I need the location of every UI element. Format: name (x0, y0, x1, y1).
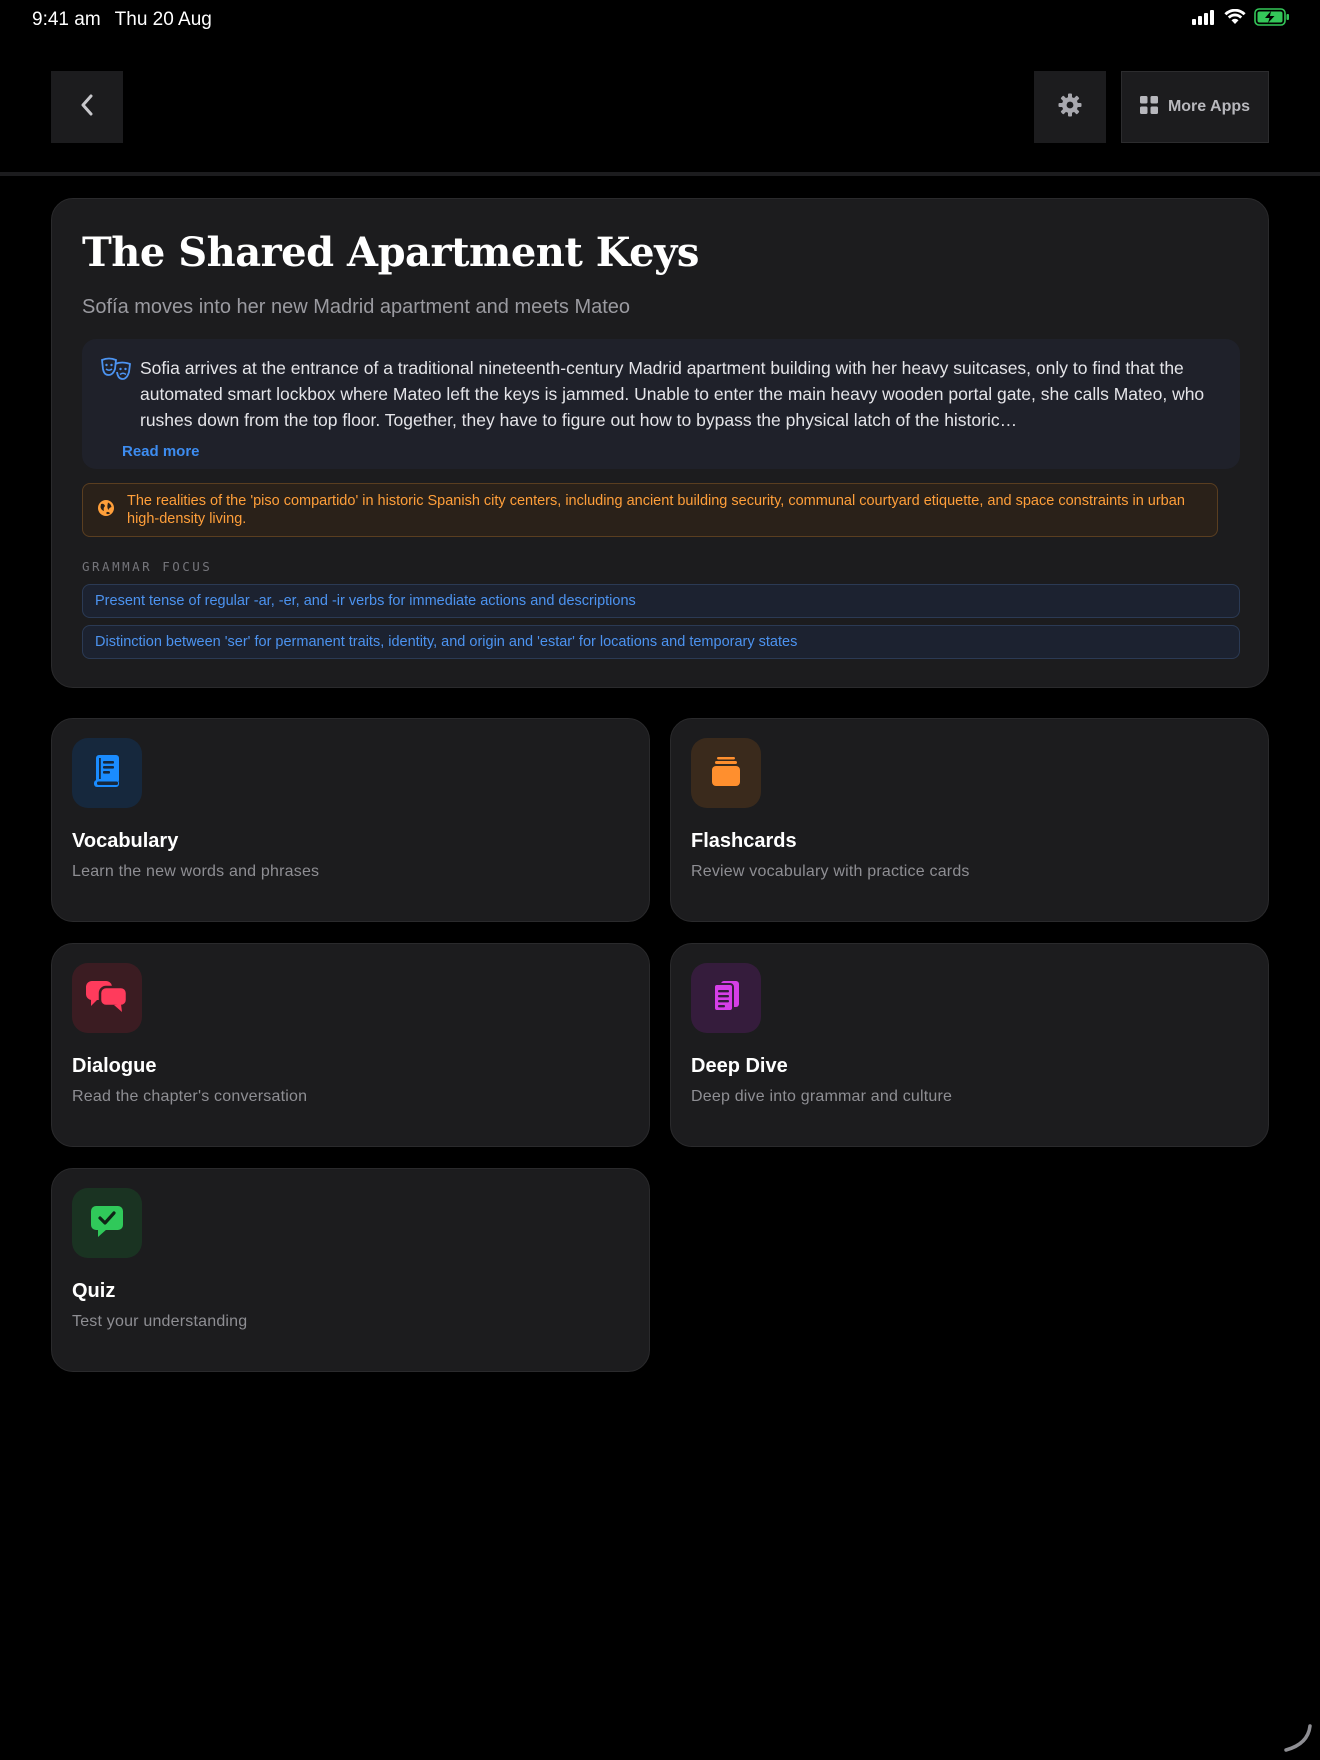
battery-charging-icon (1254, 8, 1290, 32)
card-title: Dialogue (72, 1055, 157, 1077)
flashcards-icon-tile (691, 738, 761, 808)
window-resize-handle[interactable] (1282, 1722, 1312, 1752)
dialogue-card[interactable] (51, 943, 650, 1147)
settings-button[interactable] (1034, 71, 1106, 143)
quiz-icon-tile (72, 1188, 142, 1258)
grammar-point: Distinction between 'ser' for permanent traits, identity, and origin and 'estar' for locations and temporary states (82, 625, 1240, 659)
checkmark-bubble-icon (90, 1204, 124, 1243)
card-description: Deep dive into grammar and culture (691, 1088, 953, 1105)
globe-icon (97, 499, 115, 522)
chapter-subtitle: Sofía moves into her new Madrid apartment and meets Mateo (82, 296, 631, 318)
cellular-signal-icon (1192, 9, 1216, 31)
status-bar (0, 0, 1320, 40)
chapter-title: The Shared Apartment Keys (82, 229, 699, 276)
culture-note-text: The realities of the 'piso compartido' in historic Spanish city centers, including ancient building security, communal courtyard etiquette, and space constraints in urban high-density living. (127, 493, 1185, 527)
dialogue-icon-tile (72, 963, 142, 1033)
vocabulary-icon-tile (72, 738, 142, 808)
chevron-left-icon (80, 94, 94, 121)
chat-bubbles-icon (85, 979, 129, 1018)
grid-icon (1140, 96, 1158, 119)
read-more-link[interactable]: Read more (122, 443, 200, 460)
wifi-icon (1224, 9, 1246, 31)
card-stack-icon (710, 755, 742, 792)
document-stack-icon (711, 979, 741, 1018)
back-button[interactable] (51, 71, 123, 143)
status-date: Thu 20 Aug (114, 9, 212, 30)
grammar-point: Present tense of regular -ar, -er, and -ir verbs for immediate actions and descriptions (82, 584, 1240, 618)
card-description: Read the chapter's conversation (72, 1088, 308, 1105)
chapter-summary (82, 339, 1240, 469)
theater-masks-icon (100, 368, 132, 385)
more-apps-button[interactable] (1121, 71, 1269, 143)
quiz-card[interactable] (51, 1168, 650, 1372)
top-navigation-bar (0, 40, 1320, 176)
culture-note (82, 483, 1218, 537)
more-apps-label: More Apps (1167, 98, 1251, 115)
status-time: 9:41 am (32, 9, 101, 30)
chapter-overview-card (51, 198, 1269, 688)
deep-dive-icon-tile (691, 963, 761, 1033)
card-title: Vocabulary (72, 830, 179, 852)
summary-text: Sofia arrives at the entrance of a traditional nineteenth-century Madrid apartment building with her heavy suitcases, only to find that the automated smart lockbox where Mateo left the keys is jammed. Unable to enter the main heavy wooden portal gate, she calls Mateo, who rushes down from the top floor. Together, they have to figure out how to bypass the physical latch of the historic… (140, 358, 1205, 430)
grammar-focus-label: GRAMMAR FOCUS (82, 559, 213, 574)
card-description: Test your understanding (72, 1313, 248, 1330)
gear-icon (1058, 93, 1082, 122)
card-title: Quiz (72, 1280, 116, 1302)
vocabulary-card[interactable] (51, 718, 650, 922)
book-icon (92, 754, 122, 793)
card-description: Review vocabulary with practice cards (691, 863, 970, 880)
card-title: Flashcards (691, 830, 797, 852)
card-title: Deep Dive (691, 1055, 788, 1077)
deep-dive-card[interactable] (670, 943, 1269, 1147)
flashcards-card[interactable] (670, 718, 1269, 922)
card-description: Learn the new words and phrases (72, 863, 320, 880)
